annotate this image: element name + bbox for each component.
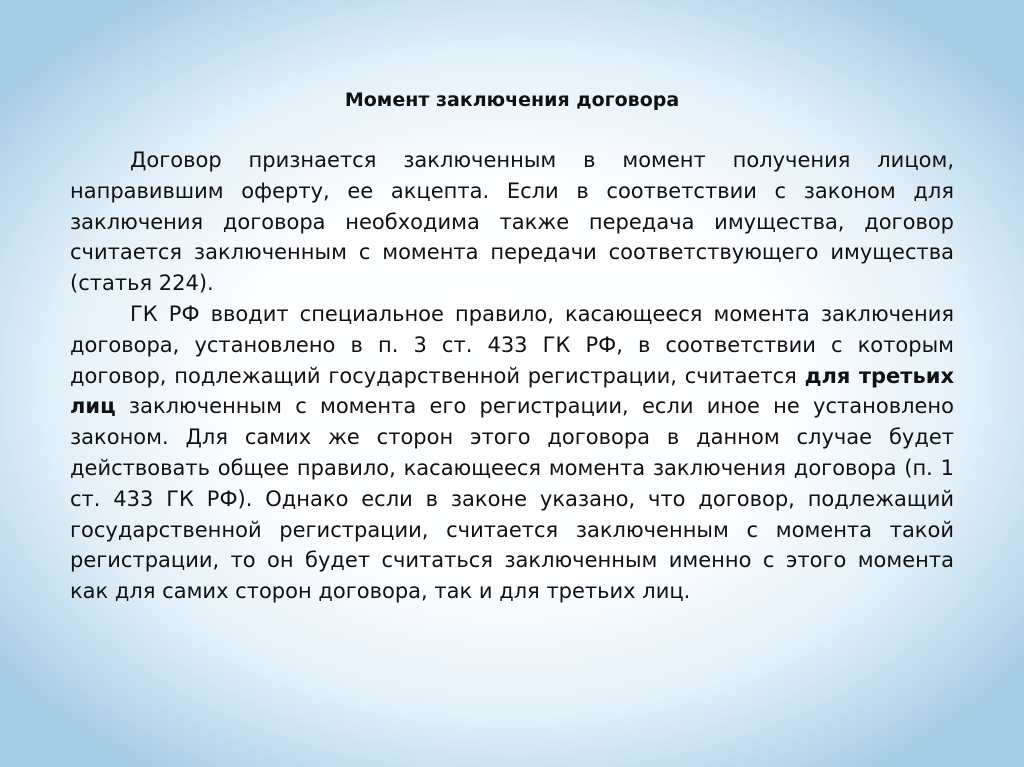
paragraph-2-text-after: заключенным с момента его регистрации, если иное не установлено законом. Для самих же сторон этого договора в данном случае будет действовать общее правило, касающееся момента заключения договора (п. 1 ст. 433 ГК РФ). Однако если в законе указано, что договор, подлежащий государственной регистрации, считается заключенным с момента такой регистрации, то он будет считаться заключенным именно с этого момента как для самих сторон договора, так и для третьих лиц. [70, 394, 954, 604]
slide-body [70, 145, 954, 607]
slide-title: Момент заключения договора [344, 89, 680, 111]
paragraph-2-emphasis: для третьих лиц [70, 363, 954, 419]
paragraph-1: Договор признается заключенным в момент получения лицом, направившим оферту, ее акцепта. Если в соответствии с законом для заключения договора необходима также передача имущества, договор считается заключенным с момента передачи соответствующего имущества (статья 224). [70, 148, 954, 296]
paragraph-2 [70, 299, 954, 607]
paragraph-2-text-before: ГК РФ вводит специальное правило, касающееся момента заключения договора, установлено в п. 3 ст. 433 ГК РФ, в соответствии с которым договор, подлежащий государственной регистрации, считается [70, 301, 954, 388]
